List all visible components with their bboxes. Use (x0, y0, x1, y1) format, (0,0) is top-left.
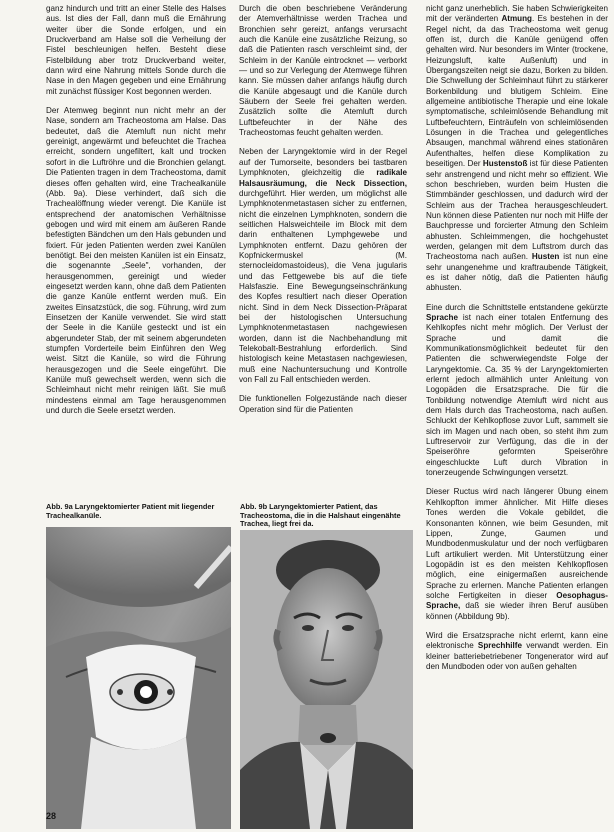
paragraph: ganz hindurch und tritt an einer Stelle des Halses aus. Ist dies der Fall, dann muß die Ernährung weiter über die Sonde erfolgen, und ein Druckverband am Halse soll die Verheilung der Fistel beschleunigen helfen. Besteht diese Fistelbildung aber trotz Druckverband weiter, dann wird eine Nahrung mittels Sonde durch die Nase in den Magen gegeben und eine Ernährung mit zunächst flüssiger Kost begonnen werden. (46, 4, 226, 96)
bold-term: Hustenstoß (482, 159, 528, 169)
text-run: daß sie wieder ihren Beruf ausüben können (Abbildung 9b). (426, 601, 608, 621)
paragraph (426, 631, 608, 672)
paragraph: Durch die oben beschriebene Veränderung der Atemverhältnisse werden Trachea und Bronchien sehr gereizt, anfangs verursacht auch die Kanüle eine zusätzliche Reizung, so daß die Patienten rasch verschleimt sind, der Schleim in der Kanüle eintrocknet — verborkt — und so zur Verlegung der Atemwege führen kann. Sie müssen daher anfangs häufig durch die Kanüle abgesaugt und die Kanüle durch Säubern der Seele frei gehalten werden. Zusätzlich sollte die Atemluft durch Luftbefeuchter in der Nähe des Tracheostomas feucht gehalten werden. (239, 4, 407, 138)
bold-term: Husten (531, 252, 560, 262)
text-run: ist nun eine sehr unangenehme und kraftraubende Tätigkeit, es ist daher nötig, daß die Patienten häufig abhusten. (426, 252, 608, 293)
text-run: . Es bestehen in der Regel nicht, da das Tracheostoma weit genug offen ist, durch die Kanüle genügend offen gehalten wird. Nur besonders im Winter (trockene, Heizungsluft, kalte Außenluft) und in Übergangszeiten neigt sie dazu, Borken zu bilden. Die Schwellung der Schleimhaut führt zu stärkerer Borkenbildung und blutigem Schleim. Eine allgemeine antibiotische Therapie und eine lokale symptomatische, schleimlösende Behandlung mit Luftbefeuchtern, Einträufeln von schleimlösenden Lösungen in die Trachea und gelegentliches Absaugen, manchmal während eines stationären Aufenthaltes, helfen diese Komplikation zu beseitigen. Der (426, 14, 608, 169)
figure-caption-9a: Abb. 9a Laryngektomierter Patient mit liegender Trachealkanüle. (46, 502, 215, 520)
paragraph (426, 303, 608, 479)
photo-tracheal-cannula-image (46, 527, 231, 829)
page-number: 28 (46, 811, 57, 821)
text-run: Wird die Ersatzsprache nicht erlernt, kann eine elektronische (426, 630, 608, 651)
photo-tracheal-cannula (46, 527, 231, 829)
paragraph: Der Atemweg beginnt nun nicht mehr an der Nase, sondern am Tracheostoma am Halse. Das bedeutet, daß die Atemluft nun nicht mehr gereinigt, angewärmt und befeuchtet die Trachea erreicht, sondern ungefiltert, kalt und trocken sofort in die Luftröhre und die Bronchien gelangt. Die Patienten tragen in dem Tracheostoma, damit dieses offen gehalten wird, eine Trachealkanüle (Abb. 9a). Diese verhindert, daß sich die Trachealöffnung wieder verengt. Die Kanüle ist entsprechend der anatomischen Verhältnisse gebogen und wird mit einem am äußeren Rande befestigten Bändchen um den Hals gebunden und fixiert. Für jeden Patienten werden zwei Kanülen benötigt. Bei den meisten Kanülen ist ein Einsatz, die sogenannte „Seele", vorhanden, der herausgenommen, gereinigt und wieder eingesetzt werden kann, ohne daß dem Patienten die ganze Kanüle entfernt werden muß. Ein zweites Einsatzstück, die sog. Führung, wird zum Einsetzen der Kanüle verwendet. Sie wird statt der Seele in die Kanüle gesteckt und ist ein abgerundeter Stab, der mit seinem abgerundeten stumpfen Vorderteile beim Einführen den Weg weist. Sitzt die Kanüle, so wird die Führung herausgezogen und die Seele eingeführt. Die Kanüle muß gewechselt werden, wenn sich die Schleimhaut nicht mehr reinigen läßt. Sie muß mindestens einmal am Tage herausgenommen und durch die Seele ersetzt werden. (46, 106, 226, 416)
paragraph (239, 147, 407, 385)
text-run: nicht ganz unerheblich. Sie haben Schwierigkeiten mit der veränderten (426, 4, 608, 24)
bold-term: Sprache (426, 312, 458, 322)
bold-term: Sprechhilfe (477, 641, 522, 651)
paragraph (426, 4, 608, 294)
text-run: durchgeführt. Hier werden, um möglichst alle Lymphknotenmetastasen sicher zu entfernen, nicht die einzelnen Lymphknoten, sondern die seitlichen Halsweichteile im Block mit dem darin enthaltenen Lymphgewebe und Lymphknoten entfernt. Dazu gehören der Kopfnickermuskel (M. sternocleidomastoideus), die Vena jugularis und das Fettgewebe bis auf die tiefe Halsfaszie. Eine Bewegungseinschränkung des Kopfes resultiert nach dieser Operation nicht. Sind in dem Neck Dissection-Präparat bei der histologischen Untersuchung Lymphknotenmetastasen nachgewiesen worden, dann ist die Nachbehandlung mit Telekobalt-Bestrahlung erforderlich. Sind histologisch keine Metastasen nachgewiesen, muß eine Nachuntersuchung und Kontrolle von Fall zu Fall entschieden werden. (239, 188, 407, 385)
text-run: Neben der Laryngektomie wird in der Regel auf der Tumorseite, besonders bei tastbaren Lymphknoten, gleichzeitig die (239, 147, 407, 178)
bold-term: radikale Halsausräumung, die Neck Dissection, (239, 168, 407, 188)
text-run: Eine durch die Schnittstelle entstandene gekürzte (426, 302, 608, 312)
figure-caption-9b: Abb. 9b Laryngektomierter Patient, das Tracheostoma, die in die Halshaut eingenähte Trachea, liegt frei da. (240, 502, 401, 529)
bold-term: Atmung (501, 14, 533, 24)
text-run: Dieser Ructus wird nach längerer Übung einem Kehlkopfton immer ähnlicher. Mit Hilfe dieses Tones werden die Vokale gebildet, die Konsonanten können, wie beim Gesunden, mit Lippen, Zunge, Gaumen und Mundbodenmuskulatur und der noch verfügbaren Luft artikuliert werden. Mit Unterstützung einer Logopädin ist es den meisten Kehlkopflosen möglich, eine einigermaßen ausreichende Sprache zu erlernen. Manche Patienten erlangen solche Fertigkeiten in dieser (426, 487, 608, 600)
text-column-right (426, 4, 608, 826)
bold-term: Oesophagus-Sprache, (426, 590, 608, 611)
text-run: verwandt werden. Ein kleiner batteriebetriebener Tongenerator wird auf den Mundboden oder von außen gehalten (426, 641, 608, 671)
text-run: ist für diese Patienten sehr anstrengend und nicht mehr so effizient. Wie schon beschrieben, wurden beim Husten die Stimmbänder geschlossen, und dadurch wird der Schleim aus der Trachea herausgeschleudert. Nun können diese Patienten nur noch mit Hilfe der Bauchpresse und forcierter Atmung den Schleim abhusten. Schleimmengen, die hochgehustet werden, gelangen mit dem Luftstrom durch das Tracheostoma nach außen. (426, 159, 608, 262)
text-run: ist nach einer totalen Entfernung des Kehlkopfes nicht mehr möglich. Der Verlust der Sprache und damit die Kommunikationsmöglichkeit bedeutet für den Patienten die schwerwiegendste Folge der Laryngektomie. Ca. 35 % der Laryngektomierten erlernt jedoch allmählich unter Anleitung von Logopäden die Ersatzsprache. Die für die Tonbildung notwendige Atemluft wird nicht aus dem Hals durch das Tracheostoma, nach außen. Schluckt der Kehlkopflose zuvor Luft, sammelt sie sich im Magen und nach oben, so steht ihm zum Luftreservoir zur Verfügung, das die in der Speiseröhre geformten Speiseröhre eingeschluckte Luft durch Vibration in tonerzeugende Schwingungen versetzt. (426, 312, 608, 478)
text-column-left (46, 4, 226, 472)
paragraph: Die funktionellen Folgezustände nach dieser Operation sind für die Patienten (239, 394, 407, 414)
photo-patient-portrait-image (240, 530, 413, 829)
text-column-middle (239, 4, 407, 492)
paragraph (426, 487, 608, 621)
photo-patient-portrait (240, 530, 413, 829)
